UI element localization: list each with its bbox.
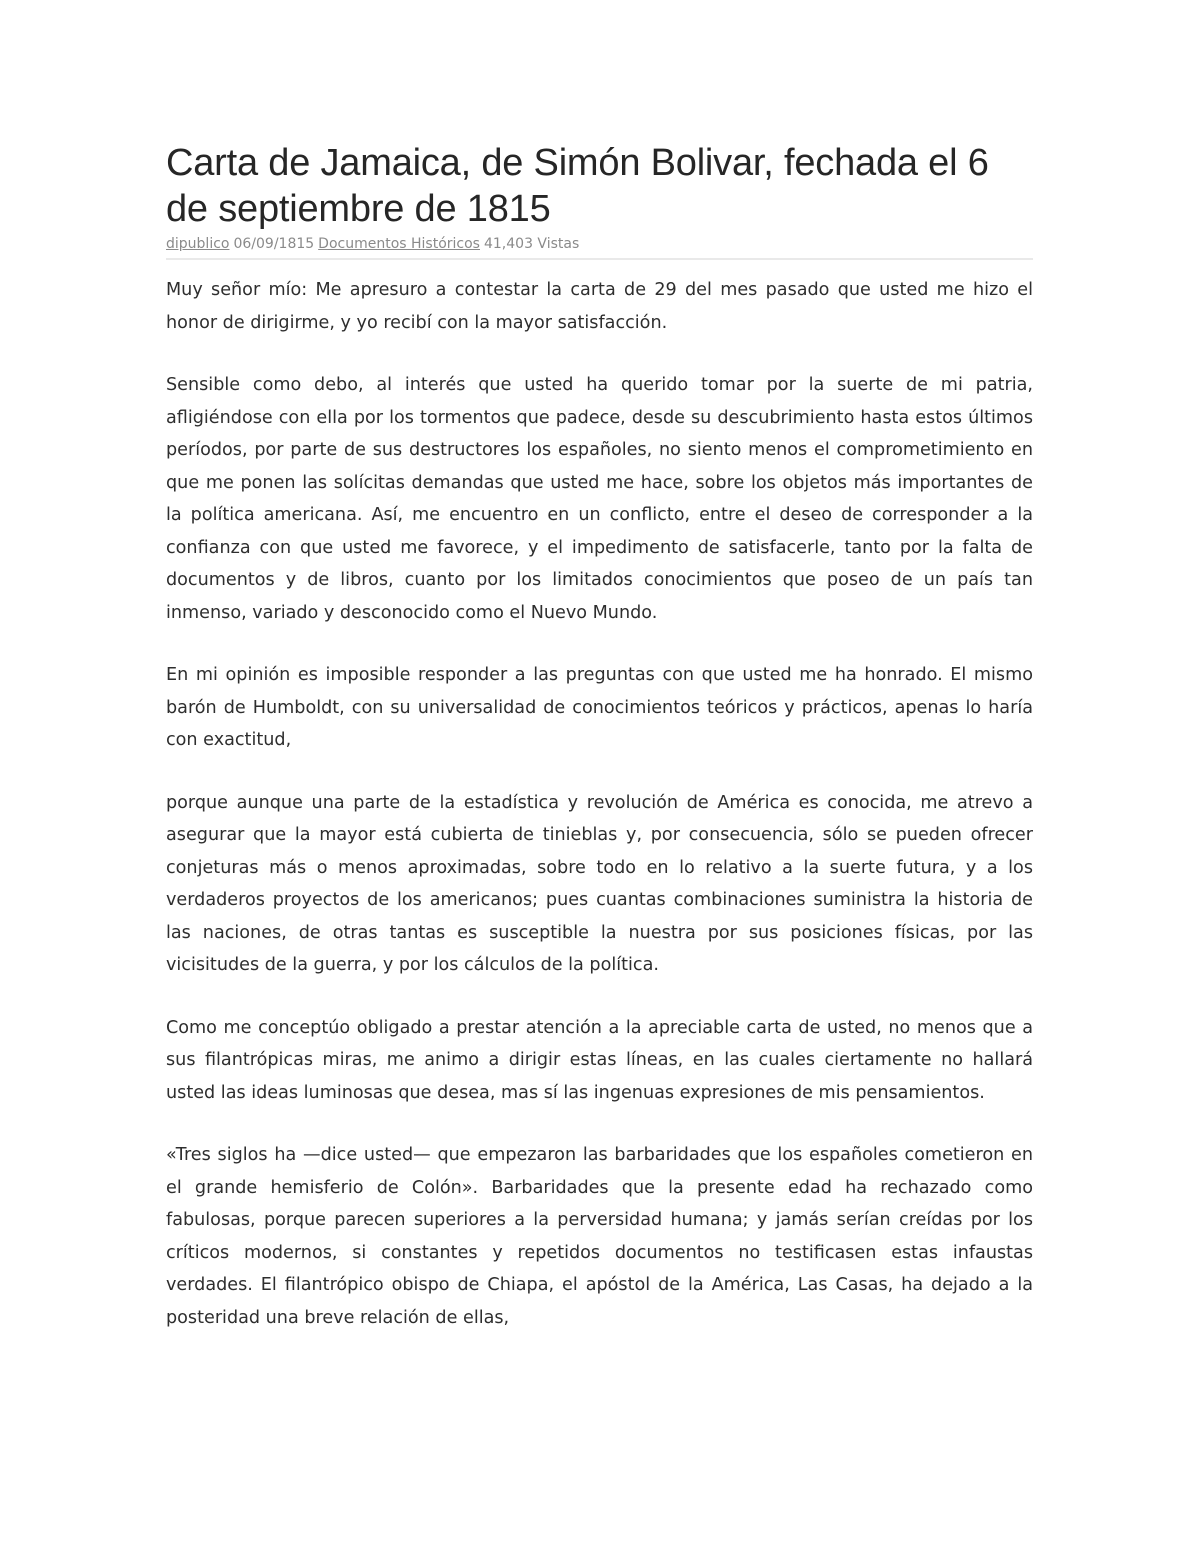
paragraph: En mi opinión es imposible responder a las preguntas con que usted me ha honrado. El mismo barón de Humboldt, con su universalidad de conocimientos teóricos y prácticos, apenas lo haría con exactitud,	[166, 665, 1033, 750]
category-link[interactable]: Documentos Históricos	[318, 236, 480, 252]
paragraph: Como me conceptúo obligado a prestar atención a la apreciable carta de usted, no menos que a sus filantrópicas miras, me animo a dirigir estas líneas, en las cuales ciertamente no hallará usted las ideas luminosas que desea, mas sí las ingenuas expresiones de mis pensamientos.	[166, 1017, 1033, 1103]
article-body	[166, 274, 1033, 1334]
paragraph: «Tres siglos ha —dice usted— que empezaron las barbaridades que los españoles cometieron en el grande hemisferio de Colón». Barbaridades que la presente edad ha rechazado como fabulosas, porque parecen superiores a la perversidad humana; y jamás serían creídas por los críticos modernos, si constantes y repetidos documentos no testificasen estas infaustas verdades. El filantrópico obispo de Chiapa, el apóstol de la América, Las Casas, ha dejado a la posteridad una breve relación de ellas,	[166, 1145, 1033, 1328]
article-meta	[166, 234, 1033, 260]
paragraph: Sensible como debo, al interés que usted ha querido tomar por la suerte de mi patria, afligiéndose con ella por los tormentos que padece, desde su descubrimiento hasta estos últimos períodos, por parte de sus destructores los españoles, no siento menos el comprometimiento en que me ponen las solícitas demandas que usted me hace, sobre los objetos más importantes de la política americana. Así, me encuentro en un conflicto, entre el deseo de corresponder a la confianza con que usted me favorece, y el impedimento de satisfacerle, tanto por la falta de documentos y de libros, cuanto por los limitados conocimientos que poseo de un país tan inmenso, variado y desconocido como el Nuevo Mundo.	[166, 375, 1033, 623]
article-title: Carta de Jamaica, de Simón Bolivar, fechada el 6 de septiembre de 1815	[166, 142, 989, 230]
author-link[interactable]: dipublico	[166, 236, 230, 252]
article-date: 06/09/1815	[233, 236, 315, 252]
view-count: 41,403 Vistas	[483, 236, 580, 252]
article	[166, 140, 1033, 1334]
paragraph: porque aunque una parte de la estadística y revolución de América es conocida, me atrevo a asegurar que la mayor está cubierta de tinieblas y, por consecuencia, sólo se pueden ofrecer conjeturas más o menos aproximadas, sobre todo en lo relativo a la suerte futura, y a los verdaderos proyectos de los americanos; pues cuantas combinaciones suministra la historia de las naciones, de otras tantas es susceptible la nuestra por sus posiciones físicas, por las vicisitudes de la guerra, y por los cálculos de la política.	[166, 792, 1033, 975]
paragraph: Muy señor mío: Me apresuro a contestar la carta de 29 del mes pasado que usted me hizo el honor de dirigirme, y yo recibí con la mayor satisfacción.	[166, 280, 1033, 333]
